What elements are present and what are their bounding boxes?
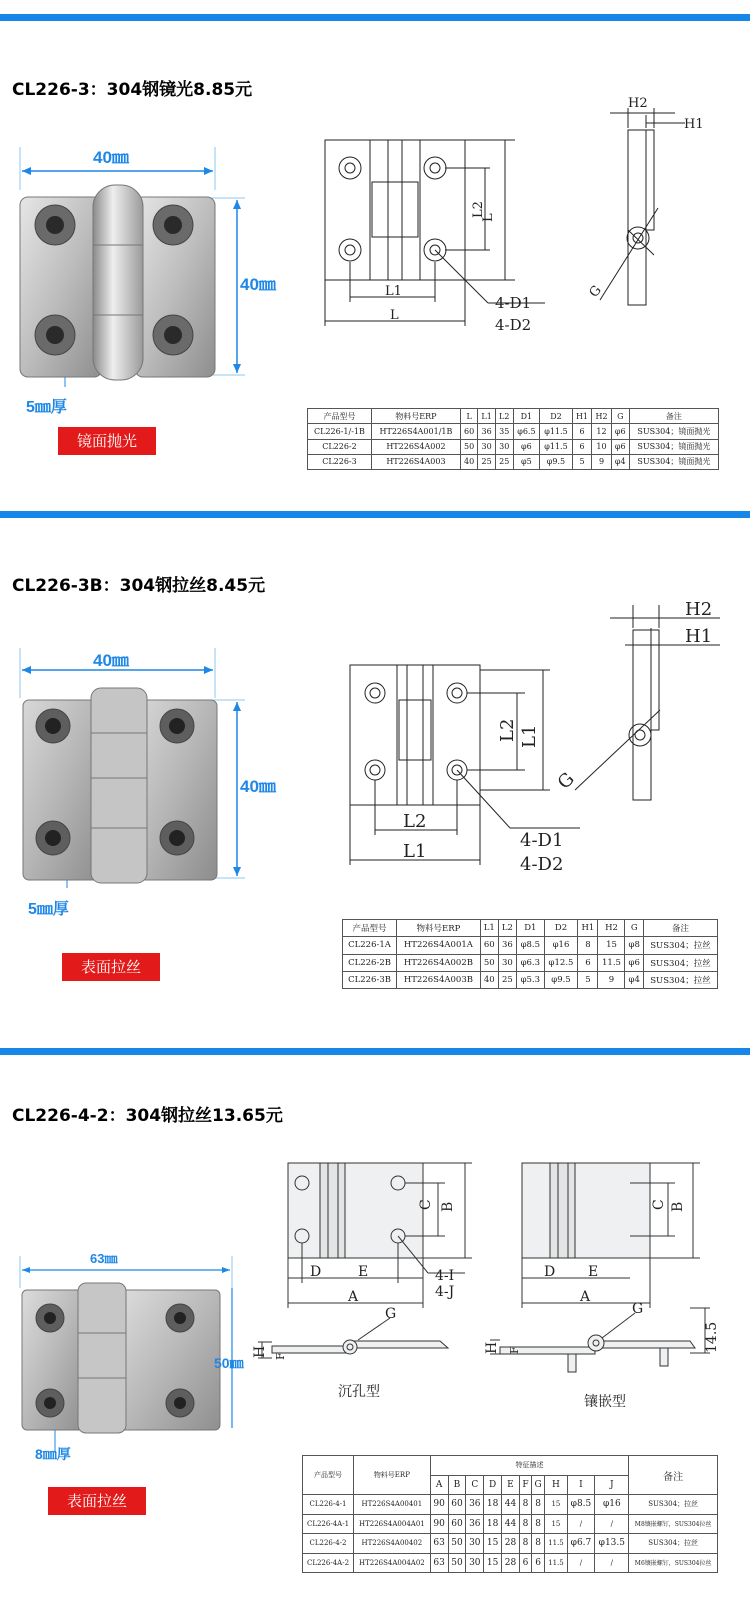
height-dimension: 40㎜ (240, 275, 276, 294)
table-cell: / (567, 1514, 595, 1534)
table-cell: CL226-4-2 (303, 1534, 354, 1554)
table-header-cell: H1 (572, 409, 592, 424)
label-l1-bottom: L1 (403, 841, 427, 862)
technical-drawing (250, 1148, 720, 1418)
label-a-right: A (580, 1289, 591, 1305)
table-cell: / (595, 1514, 629, 1534)
table-row (343, 937, 718, 954)
table-cell: 28 (502, 1553, 520, 1573)
table-header-cell: G (625, 920, 643, 937)
table-header-cell: 产品型号 (303, 1456, 354, 1495)
table-cell: φ13.5 (595, 1534, 629, 1554)
label-b-right: B (670, 1201, 686, 1212)
table-cell: 12 (592, 424, 612, 439)
table-cell: 30 (466, 1534, 484, 1554)
table-cell: 40 (460, 454, 477, 469)
label-e: E (358, 1264, 369, 1280)
table-cell: CL226-2B (343, 954, 397, 971)
table-cell: 40 (480, 971, 498, 988)
label-d: D (310, 1264, 322, 1280)
table-header-cell: 物料号ERP (371, 409, 460, 424)
table-cell: 8 (532, 1514, 545, 1534)
label-j: 4-J (435, 1284, 455, 1300)
label-b: B (440, 1201, 456, 1212)
table-cell: 63 (430, 1553, 448, 1573)
table-cell: 50 (448, 1553, 466, 1573)
table-header-cell: L2 (498, 920, 516, 937)
table-cell: φ5.3 (517, 971, 545, 988)
type-embedded: 镶嵌型 (584, 1394, 626, 1410)
table-cell: HT226S4A00402 (354, 1534, 431, 1554)
table-cell: 8 (532, 1534, 545, 1554)
table-cell: HT226S4A001/1B (371, 424, 460, 439)
table-cell: 60 (448, 1495, 466, 1515)
label-d2: 4-D2 (520, 854, 564, 875)
table-cell: φ5 (513, 454, 540, 469)
table-header-cell: H2 (592, 409, 612, 424)
table-header-cell: L1 (480, 920, 498, 937)
table-cell: 44 (502, 1495, 520, 1515)
table-cell: 15 (484, 1534, 502, 1554)
table-cell: 6 (578, 954, 598, 971)
table-cell: 30 (495, 439, 513, 454)
table-cell: CL226-2 (308, 439, 372, 454)
technical-drawing (335, 590, 730, 880)
label-a: A (348, 1289, 359, 1305)
finish-badge: 表面拉丝 (48, 1487, 146, 1515)
table-cell: φ4 (625, 971, 643, 988)
label-g: G (586, 282, 605, 301)
table-cell: φ8.5 (517, 937, 545, 954)
label-l2-bottom: L2 (403, 811, 427, 832)
table-header-cell: L1 (478, 409, 496, 424)
table-cell: φ4 (611, 454, 629, 469)
height-dimension: 50㎜ (214, 1355, 244, 1371)
label-h1: H1 (684, 117, 704, 132)
table-header-cell: I (567, 1475, 595, 1495)
table-cell: 36 (478, 424, 496, 439)
table-cell: 18 (484, 1514, 502, 1534)
label-f: F (274, 1352, 287, 1360)
label-c: C (418, 1199, 434, 1210)
table-cell: 8 (532, 1495, 545, 1515)
table-header-row (343, 920, 718, 937)
table-header-cell: D1 (517, 920, 545, 937)
table-row (308, 454, 719, 469)
section-title: CL226-4-2：304钢拉丝13.65元 (12, 1106, 283, 1126)
table-cell: 8 (519, 1514, 531, 1534)
section-divider (0, 1048, 750, 1055)
table-cell: 25 (478, 454, 496, 469)
table-cell: 50 (460, 439, 477, 454)
table-cell: 9 (598, 971, 625, 988)
label-l1: L1 (519, 724, 540, 748)
label-h1: H1 (685, 626, 713, 647)
table-header-cell: H (545, 1475, 567, 1495)
table-cell: / (567, 1553, 595, 1573)
label-l1: L1 (385, 284, 402, 299)
table-row (343, 971, 718, 988)
table-cell: 15 (484, 1553, 502, 1573)
table-cell: 90 (430, 1514, 448, 1534)
label-c-right: C (651, 1199, 667, 1210)
width-dimension: 40㎜ (93, 651, 129, 670)
spec-table (302, 1455, 718, 1573)
table-header-cell: J (595, 1475, 629, 1495)
table-cell: 11.5 (545, 1553, 567, 1573)
table-cell: 10 (592, 439, 612, 454)
table-row (343, 954, 718, 971)
table-cell: φ6 (625, 954, 643, 971)
table-cell: CL226-1A (343, 937, 397, 954)
table-cell: 36 (498, 937, 516, 954)
finish-badge: 表面拉丝 (62, 953, 160, 981)
table-header-cell: B (448, 1475, 466, 1495)
table-cell: φ6 (611, 439, 629, 454)
table-row (308, 424, 719, 439)
table-cell: SUS304；拉丝 (629, 1495, 718, 1515)
table-header-cell: 备注 (643, 920, 717, 937)
table-header-cell: D (484, 1475, 502, 1495)
table-header-cell: A (430, 1475, 448, 1495)
table-header-cell: E (502, 1475, 520, 1495)
table-row (303, 1553, 718, 1573)
label-l2: L2 (471, 201, 486, 218)
table-cell: 15 (545, 1495, 567, 1515)
spec-table (342, 919, 718, 989)
label-e-right: E (588, 1264, 599, 1280)
table-cell: φ6 (513, 439, 540, 454)
table-row (308, 439, 719, 454)
table-cell: 5 (578, 971, 598, 988)
thickness-label: 5㎜厚 (28, 901, 69, 918)
table-cell: HT226S4A004A02 (354, 1553, 431, 1573)
table-header-cell: 备注 (629, 1456, 718, 1495)
table-cell: SUS304；镜面抛光 (629, 454, 718, 469)
table-cell: φ6.5 (513, 424, 540, 439)
table-cell: CL226-4A-2 (303, 1553, 354, 1573)
table-cell: 8 (519, 1534, 531, 1554)
label-h-right: H (484, 1341, 500, 1354)
table-cell: 11.5 (545, 1534, 567, 1554)
table-cell: 28 (502, 1534, 520, 1554)
table-cell: 60 (460, 424, 477, 439)
table-cell: M6镶嵌螺钉，SUS304拉丝 (629, 1553, 718, 1573)
table-cell: φ16 (544, 937, 578, 954)
table-cell: HT226S4A002B (397, 954, 481, 971)
table-group-header: 特征描述 (430, 1456, 629, 1476)
table-cell: 63 (430, 1534, 448, 1554)
section-title: CL226-3：304钢镜光8.85元 (12, 80, 253, 100)
table-cell: 6 (519, 1553, 531, 1573)
table-cell: CL226-1/-1B (308, 424, 372, 439)
table-cell: φ8.5 (567, 1495, 595, 1515)
table-header-cell: D2 (540, 409, 573, 424)
table-header-cell: D1 (513, 409, 540, 424)
table-cell: 30 (466, 1553, 484, 1573)
label-l: L (481, 213, 496, 222)
table-cell: HT226S4A003B (397, 971, 481, 988)
label-14-5: 14.5 (704, 1321, 720, 1353)
table-cell: 6 (572, 439, 592, 454)
table-header-cell: G (532, 1475, 545, 1495)
table-cell: φ6.7 (567, 1534, 595, 1554)
table-cell: HT226S4A00401 (354, 1495, 431, 1515)
table-header-cell: H1 (578, 920, 598, 937)
table-header-cell: 备注 (629, 409, 718, 424)
table-header-cell: 产品型号 (308, 409, 372, 424)
table-cell: SUS304；拉丝 (643, 971, 717, 988)
table-header-cell: G (611, 409, 629, 424)
type-countersunk: 沉孔型 (338, 1384, 380, 1400)
table-cell: SUS304；拉丝 (643, 954, 717, 971)
height-dimension: 40㎜ (240, 777, 276, 796)
table-cell: HT226S4A001A (397, 937, 481, 954)
table-cell: CL226-4-1 (303, 1495, 354, 1515)
table-header-cell: H2 (598, 920, 625, 937)
table-header-cell: 物料号ERP (397, 920, 481, 937)
table-cell: φ6.3 (517, 954, 545, 971)
spec-table (307, 408, 719, 470)
technical-drawing (310, 90, 710, 350)
section-divider (0, 14, 750, 21)
table-cell: 15 (598, 937, 625, 954)
label-l2: L2 (497, 718, 518, 742)
table-cell: SUS304；拉丝 (629, 1534, 718, 1554)
table-cell: HT226S4A003 (371, 454, 460, 469)
table-cell: φ9.5 (544, 971, 578, 988)
table-header-cell: L (460, 409, 477, 424)
table-header-row (303, 1456, 718, 1476)
table-cell: 25 (495, 454, 513, 469)
table-cell: 6 (572, 424, 592, 439)
table-cell: φ12.5 (544, 954, 578, 971)
thickness-label: 8㎜厚 (35, 1446, 71, 1462)
table-cell: M8镶嵌螺钉，SUS304拉丝 (629, 1514, 718, 1534)
label-h2: H2 (685, 599, 713, 620)
label-i: 4-I (435, 1268, 455, 1284)
table-cell: 30 (498, 954, 516, 971)
table-cell: 35 (495, 424, 513, 439)
table-cell: 36 (466, 1514, 484, 1534)
table-cell: 8 (519, 1495, 531, 1515)
table-cell: φ8 (625, 937, 643, 954)
table-header-cell: D2 (544, 920, 578, 937)
table-cell: HT226S4A004A01 (354, 1514, 431, 1534)
table-header-cell: C (466, 1475, 484, 1495)
table-cell: SUS304；镜面抛光 (629, 424, 718, 439)
table-cell: 18 (484, 1495, 502, 1515)
table-header-cell: 产品型号 (343, 920, 397, 937)
table-cell: φ11.5 (540, 439, 573, 454)
table-cell: 9 (592, 454, 612, 469)
label-h: H (252, 1345, 268, 1358)
table-cell: 15 (545, 1514, 567, 1534)
label-d2: 4-D2 (495, 316, 532, 334)
table-cell: 5 (572, 454, 592, 469)
label-g-right: G (632, 1301, 644, 1317)
label-g: G (385, 1306, 397, 1322)
table-cell: φ9.5 (540, 454, 573, 469)
table-cell: 60 (480, 937, 498, 954)
table-cell: 6 (532, 1553, 545, 1573)
label-d-right: D (544, 1264, 556, 1280)
width-dimension: 40㎜ (93, 148, 129, 167)
table-header-row (308, 409, 719, 424)
table-cell: CL226-3 (308, 454, 372, 469)
table-cell: CL226-4A-1 (303, 1514, 354, 1534)
table-cell: CL226-3B (343, 971, 397, 988)
thickness-label: 5㎜厚 (26, 399, 67, 416)
table-cell: 30 (478, 439, 496, 454)
label-d1: 4-D1 (520, 830, 564, 851)
table-cell: 90 (430, 1495, 448, 1515)
table-header-cell: F (519, 1475, 531, 1495)
table-cell: SUS304；拉丝 (643, 937, 717, 954)
table-row (303, 1534, 718, 1554)
table-cell: φ16 (595, 1495, 629, 1515)
table-cell: 36 (466, 1495, 484, 1515)
table-cell: 50 (480, 954, 498, 971)
table-cell: SUS304；镜面抛光 (629, 439, 718, 454)
label-g: G (553, 768, 579, 794)
label-h2: H2 (628, 96, 648, 111)
table-cell: / (595, 1553, 629, 1573)
table-cell: HT226S4A002 (371, 439, 460, 454)
table-cell: φ6 (611, 424, 629, 439)
section-divider (0, 511, 750, 518)
table-cell: 60 (448, 1514, 466, 1534)
table-header-cell: 物料号ERP (354, 1456, 431, 1495)
table-cell: 8 (578, 937, 598, 954)
table-row (303, 1495, 718, 1515)
table-cell: 25 (498, 971, 516, 988)
table-cell: 11.5 (598, 954, 625, 971)
table-header-cell: L2 (495, 409, 513, 424)
table-cell: 50 (448, 1534, 466, 1554)
finish-badge: 镜面抛光 (58, 427, 156, 455)
section-title: CL226-3B：304钢拉丝8.45元 (12, 576, 266, 596)
label-d1: 4-D1 (495, 294, 532, 312)
label-l-bottom: L (390, 308, 399, 323)
table-cell: 44 (502, 1514, 520, 1534)
table-cell: φ11.5 (540, 424, 573, 439)
table-row (303, 1514, 718, 1534)
width-dimension: 63㎜ (90, 1251, 118, 1266)
label-f-right: F (508, 1346, 521, 1354)
